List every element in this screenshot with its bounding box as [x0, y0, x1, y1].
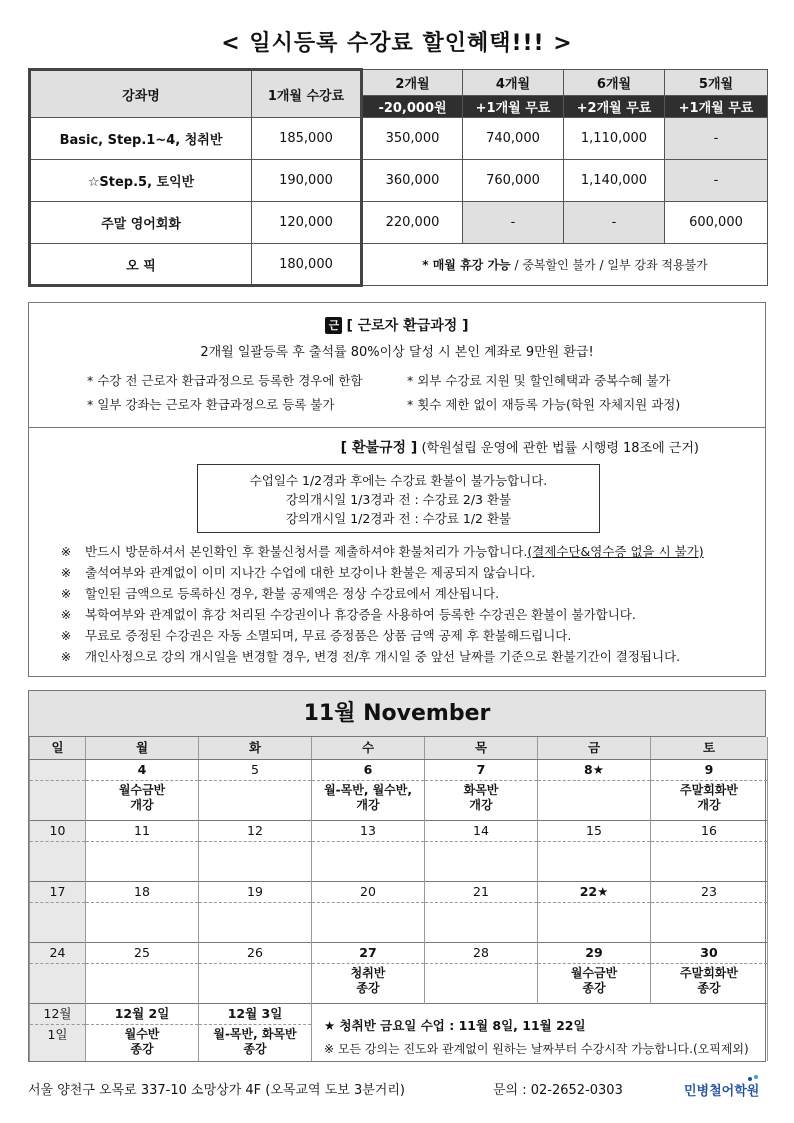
- worker-badge-icon: 근: [325, 317, 342, 334]
- calendar-event: [30, 842, 86, 882]
- dec-month-label: 12월: [30, 1004, 86, 1025]
- fee-1month: 120,000: [252, 202, 362, 244]
- fee-table: [28, 68, 768, 287]
- calendar-event: [199, 781, 312, 821]
- fee-5month: -: [665, 118, 768, 160]
- refund-title: [341, 437, 699, 457]
- weekday-header: 금: [538, 737, 651, 760]
- calendar-week-events: [30, 903, 768, 943]
- calendar-event: [425, 903, 538, 943]
- calendar-day-number: 14: [425, 821, 538, 842]
- calendar-week-numbers: [30, 821, 768, 842]
- calendar-week-numbers: [30, 760, 768, 781]
- fee-note-rest: / 중복할인 불가 / 일부 강좌 적용불가: [514, 258, 708, 272]
- calendar-event: [651, 842, 768, 882]
- fee-2month: 220,000: [362, 202, 463, 244]
- calendar-event: [425, 842, 538, 882]
- calendar-event: [30, 781, 86, 821]
- weekday-header: 일: [30, 737, 86, 760]
- fee-row: [30, 160, 768, 202]
- discount-month6: +2개월 무료: [564, 96, 665, 118]
- calendar-event: [199, 842, 312, 882]
- calendar-day-number: 30: [651, 943, 768, 964]
- calendar-day-number: 20: [312, 882, 425, 903]
- calendar-event: 월수금반 종강: [538, 964, 651, 1004]
- fee-6month: -: [564, 202, 665, 244]
- calendar-event: [199, 903, 312, 943]
- fee-4month: 760,000: [463, 160, 564, 202]
- fee-1month: 185,000: [252, 118, 362, 160]
- logo-dot-icon: [748, 1077, 752, 1081]
- calendar: [28, 690, 766, 1062]
- calendar-grid: [29, 737, 768, 1061]
- logo-text: 민병철어학원: [684, 1084, 760, 1099]
- refund-rule-text: 반드시 방문하셔서 본인확인 후 환불신청서를 제출하셔야 환불처리가 가능합니다.: [85, 544, 528, 559]
- fee-1month: 180,000: [252, 244, 362, 286]
- calendar-event: 화목반 개강: [425, 781, 538, 821]
- section-divider: [29, 427, 765, 428]
- calendar-event: 청취반 종강: [312, 964, 425, 1004]
- weekday-header: 수: [312, 737, 425, 760]
- calendar-day-number: 7: [425, 760, 538, 781]
- fee-6month: 1,140,000: [564, 160, 665, 202]
- refund-title-main: [ 환불규정 ]: [340, 440, 418, 456]
- note-mark-icon: ※: [60, 649, 72, 664]
- calendar-day-number: 8★: [538, 760, 651, 781]
- calendar-day-number: 29: [538, 943, 651, 964]
- info-box: [28, 302, 766, 677]
- course-name: 주말 영어회화: [30, 202, 252, 244]
- col-header-month1: 1개월 수강료: [252, 70, 362, 118]
- calendar-week-numbers: [30, 943, 768, 964]
- refund-box-line: 강의개시일 1/2경과 전 : 수강료 1/2 환불: [285, 511, 512, 526]
- worker-bullet: * 일부 강좌는 근로자 환급과정으로 등록 불가: [87, 397, 335, 412]
- calendar-day-number: 13: [312, 821, 425, 842]
- col-header-month4: 4개월: [463, 70, 564, 96]
- discount-month4: +1개월 무료: [463, 96, 564, 118]
- calendar-day-number: 26: [199, 943, 312, 964]
- fee-4month: 740,000: [463, 118, 564, 160]
- course-name: 오 픽: [30, 244, 252, 286]
- col-header-month2: 2개월: [362, 70, 463, 96]
- calendar-day-number: 28: [425, 943, 538, 964]
- refund-rule-text: 개인사정으로 강의 개시일을 변경할 경우, 변경 전/후 개시일 중 앞선 날짜를 기준으로 환불기간이 결정됩니다.: [85, 649, 681, 664]
- note-mark-icon: ※: [60, 628, 72, 643]
- refund-rule: [59, 583, 749, 604]
- refund-rule-text: 할인된 금액으로 등록하신 경우, 환불 공제액은 정상 수강료에서 계산됩니다.: [85, 586, 500, 601]
- calendar-event: [538, 903, 651, 943]
- course-name: ☆Step.5, 토익반: [30, 160, 252, 202]
- worker-title: [29, 315, 765, 335]
- fee-note-bold: * 매월 휴강 가능: [422, 258, 511, 272]
- academy-logo: [684, 1073, 764, 1101]
- calendar-day-dec2: 12월 2일: [86, 1004, 199, 1025]
- calendar-day-number: 18: [86, 882, 199, 903]
- refund-rule: [59, 541, 749, 562]
- calendar-note: [312, 1004, 768, 1061]
- worker-bullet: * 외부 수강료 지원 및 할인혜택과 중복수혜 불가: [407, 373, 671, 388]
- calendar-event: [86, 964, 199, 1004]
- calendar-week-events: [30, 781, 768, 821]
- refund-rule-text: 복학여부와 관계없이 휴강 처리된 수강권이나 휴강증을 사용하여 등록한 수강권은 환불이 불가합니다.: [85, 607, 636, 622]
- weekday-header: 토: [651, 737, 768, 760]
- calendar-event: [312, 903, 425, 943]
- calendar-event: 월수금반 개강: [86, 781, 199, 821]
- calendar-event: [30, 964, 86, 1004]
- weekday-header: 화: [199, 737, 312, 760]
- refund-rule: [59, 625, 749, 646]
- calendar-event: [312, 842, 425, 882]
- col-header-month6: 6개월: [564, 70, 665, 96]
- discount-month5: +1개월 무료: [665, 96, 768, 118]
- refund-rule-text: 출석여부와 관계없이 이미 지나간 수업에 대한 보강이나 환불은 제공되지 않습니다.: [85, 565, 536, 580]
- calendar-event: 주말회화반 개강: [651, 781, 768, 821]
- calendar-event: 월수반 종강: [86, 1025, 199, 1061]
- course-name: Basic, Step.1~4, 청취반: [30, 118, 252, 160]
- calendar-event: [538, 842, 651, 882]
- calendar-title: 11월 November: [29, 691, 765, 737]
- calendar-day-number: 16: [651, 821, 768, 842]
- col-header-name: 강좌명: [30, 70, 252, 118]
- calendar-event: [86, 842, 199, 882]
- fee-4month: -: [463, 202, 564, 244]
- calendar-day-number: 9: [651, 760, 768, 781]
- jan-label: 1일: [30, 1025, 86, 1061]
- calendar-day-number: 24: [30, 943, 86, 964]
- calendar-day-number: 22★: [538, 882, 651, 903]
- refund-rules: [59, 541, 749, 667]
- calendar-day-number: [30, 760, 86, 781]
- calendar-day-number: 6: [312, 760, 425, 781]
- calendar-day-number: 19: [199, 882, 312, 903]
- calendar-day-number: 25: [86, 943, 199, 964]
- calendar-event: 주말회화반 종강: [651, 964, 768, 1004]
- worker-desc: 2개월 일괄등록 후 출석률 80%이상 달성 시 본인 계좌로 9만원 환급!: [200, 345, 594, 360]
- calendar-event: [86, 903, 199, 943]
- calendar-event: 월-목반, 화목반 종강: [199, 1025, 312, 1061]
- refund-rule-text: 무료로 증정된 수강권은 자동 소멸되며, 무료 증정품은 상품 금액 공제 후 환불해드립니다.: [85, 628, 572, 643]
- fee-2month: 360,000: [362, 160, 463, 202]
- fee-6month: 1,110,000: [564, 118, 665, 160]
- calendar-day-number: 5: [199, 760, 312, 781]
- fee-note: [362, 244, 768, 286]
- address: 서울 양천구 오목로 337-10 소망상가 4F (오목교역 도보 3분거리): [28, 1083, 405, 1098]
- calendar-day-number: 11: [86, 821, 199, 842]
- refund-subtitle: (학원설립 운영에 관한 법률 시행령 18조에 근거): [421, 441, 699, 456]
- weekday-header: 월: [86, 737, 199, 760]
- note-mark-icon: ※: [60, 544, 72, 559]
- logo-dot-icon: [754, 1075, 758, 1079]
- fee-2month: 350,000: [362, 118, 463, 160]
- weekday-header: 목: [425, 737, 538, 760]
- refund-box-line: 수업일수 1/2경과 후에는 수강료 환불이 불가능합니다.: [249, 473, 548, 488]
- worker-title-text: [ 근로자 환급과정 ]: [346, 318, 469, 334]
- calendar-day-number: 17: [30, 882, 86, 903]
- refund-rule: [59, 646, 749, 667]
- note-mark-icon: ※: [60, 607, 72, 622]
- calendar-event: [538, 781, 651, 821]
- calendar-event: [651, 903, 768, 943]
- fee-row: [30, 244, 768, 286]
- calendar-note-start: ※ 모든 강의는 진도와 관계없이 원하는 날짜부터 수강시작 가능합니다.(오픽제외): [324, 1042, 749, 1056]
- calendar-week-events: [30, 964, 768, 1004]
- calendar-day-number: 12: [199, 821, 312, 842]
- calendar-day-number: 4: [86, 760, 199, 781]
- note-mark-icon: ※: [60, 565, 72, 580]
- refund-box-line: 강의개시일 1/3경과 전 : 수강료 2/3 환불: [285, 492, 512, 507]
- calendar-week-events: [30, 842, 768, 882]
- fee-5month: 600,000: [665, 202, 768, 244]
- calendar-day-number: 21: [425, 882, 538, 903]
- calendar-week-numbers: [30, 882, 768, 903]
- fee-5month: -: [665, 160, 768, 202]
- calendar-event: [30, 903, 86, 943]
- worker-bullet: * 수강 전 근로자 환급과정으로 등록한 경우에 한함: [87, 373, 363, 388]
- refund-rule-underline: (결제수단&영수증 없을 시 불가): [527, 544, 704, 559]
- fee-row: [30, 118, 768, 160]
- calendar-day-number: 23: [651, 882, 768, 903]
- refund-rule: [59, 562, 749, 583]
- calendar-day-number: 15: [538, 821, 651, 842]
- calendar-note-friday: ★ 청취반 금요일 수업 : 11월 8일, 11월 22일: [324, 1018, 586, 1033]
- worker-bullet: * 횟수 제한 없이 재등록 가능(학원 자체지원 과정): [407, 397, 681, 412]
- page-title: < 일시등록 수강료 할인혜택!!! >: [221, 31, 573, 56]
- fee-row: [30, 202, 768, 244]
- calendar-event: [425, 964, 538, 1004]
- note-mark-icon: ※: [60, 586, 72, 601]
- calendar-day-dec3: 12월 3일: [199, 1004, 312, 1025]
- contact-phone: 문의 : 02-2652-0303: [493, 1083, 623, 1098]
- calendar-event: [199, 964, 312, 1004]
- calendar-day-number: 10: [30, 821, 86, 842]
- calendar-event: 월-목반, 월수반, 개강: [312, 781, 425, 821]
- col-header-month5: 5개월: [665, 70, 768, 96]
- discount-month2: -20,000원: [362, 96, 463, 118]
- refund-box: [197, 464, 600, 533]
- weekday-header-row: [30, 737, 768, 760]
- refund-rule: [59, 604, 749, 625]
- fee-1month: 190,000: [252, 160, 362, 202]
- calendar-day-number: 27: [312, 943, 425, 964]
